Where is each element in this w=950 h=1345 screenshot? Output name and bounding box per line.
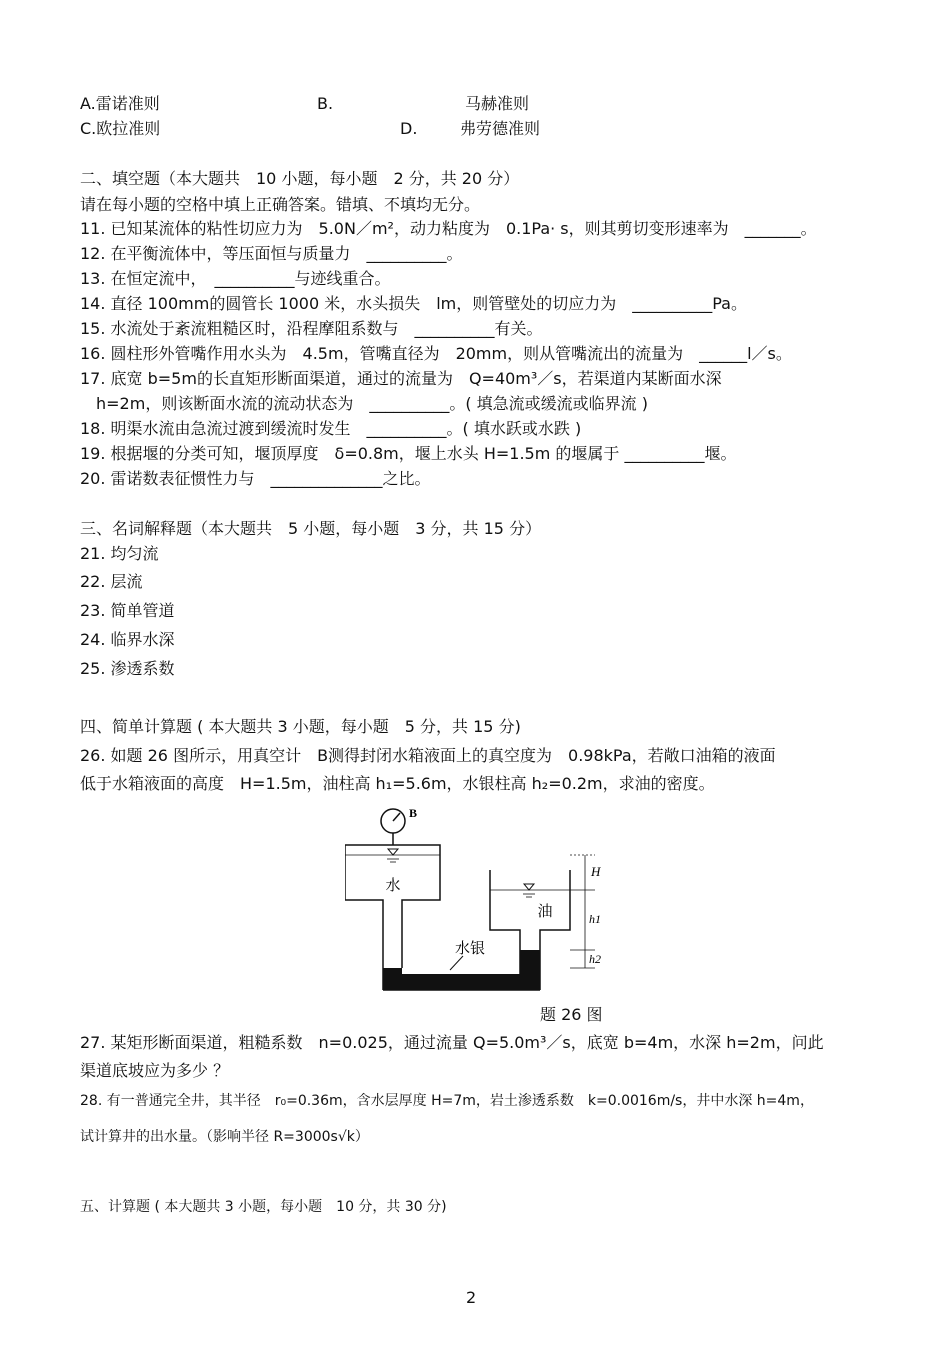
section3-header: 三、名词解释题（本大题共 5 小题，每小题 3 分，共 15 分） [80,519,542,538]
question-15: 15. 水流处于紊流粗糙区时，沿程摩阻系数与 __________有关。 [80,319,543,338]
dim-h1-label: h1 [589,912,601,926]
dim-h2-label: h2 [589,952,601,966]
figure-26-caption: 题 26 图 [540,1005,603,1024]
term-21: 21. 均匀流 [80,544,159,563]
question-20: 20. 雷诺数表征惯性力与 ______________之比。 [80,469,431,488]
question-17-line2: h=2m，则该断面水流的流动状态为 __________。( 填急流或缓流或临界流 ) [80,394,648,413]
option-c: C.欧拉准则 [80,119,161,138]
mercury-label: 水银 [455,939,486,957]
mercury-leader [450,956,463,970]
water-level-marker [388,849,398,855]
question-17-line1: 17. 底宽 b=5m的长直矩形断面渠道，通过的流量为 Q=40m³／s，若渠道内某断面水深 [80,369,722,388]
term-25: 25. 渗透系数 [80,659,175,678]
section2-header: 二、填空题（本大题共 10 小题，每小题 2 分，共 20 分） [80,169,520,188]
oil-tank-wall-left [490,870,520,974]
question-12: 12. 在平衡流体中，等压面恒与质量力 __________。 [80,244,463,263]
question-28-line2: 试计算井的出水量。（影响半径 R=3000s√k） [80,1129,369,1145]
figure-26-diagram [345,808,605,993]
mercury-gap [402,968,520,974]
question-11: 11. 已知某流体的粘性切应力为 5.0N／m²，动力粘度为 0.1Pa· s，则其剪切变形速率为 _______。 [80,219,817,238]
option-a: A.雷诺准则 [80,94,160,113]
oil-level-marker [524,884,534,890]
section5-header: 五、计算题 ( 本大题共 3 小题，每小题 10 分，共 30 分) [80,1199,447,1215]
mercury-column [520,950,540,990]
option-b-letter: B. [317,94,334,113]
water-tank-wall-right [345,845,440,968]
term-22: 22. 层流 [80,572,143,591]
question-13: 13. 在恒定流中， __________与迹线重合。 [80,269,391,288]
term-24: 24. 临界水深 [80,630,175,649]
term-23: 23. 简单管道 [80,601,175,620]
page-number: 2 [466,1288,477,1307]
section2-instructions: 请在每小题的空格中填上正确答案。错填、不填均无分。 [80,195,481,214]
question-26-line2: 低于水箱液面的高度 H=1.5m，油柱高 h₁=5.6m，水银柱高 h₂=0.2m，求油的密度。 [80,774,715,793]
option-b-text: 马赫准则 [465,94,530,113]
option-d-letter: D. [400,119,418,138]
question-18: 18. 明渠水流由急流过渡到缓流时发生 __________。( 填水跃或水跌 ) [80,419,582,438]
section4-header: 四、简单计算题 ( 本大题共 3 小题，每小题 5 分，共 15 分) [80,717,521,736]
question-19: 19. 根据堰的分类可知，堰顶厚度 δ=0.8m，堰上水头 H=1.5m 的堰属于 __________堰。 [80,444,737,463]
water-label: 水 [385,876,401,894]
question-14: 14. 直径 100mm的圆管长 1000 米，水头损失 lm，则管壁处的切应力为 __________Pa。 [80,294,747,313]
question-27-line2: 渠道底坡应为多少 ？ [80,1061,230,1080]
gauge-label: B [409,808,418,820]
oil-label: 油 [537,902,553,920]
water-tank-wall-left [345,845,383,990]
question-26-line1: 26. 如题 26 图所示，用真空计 B测得封闭水箱液面上的真空度为 0.98kPa，若敞口油箱的液面 [80,746,776,765]
question-28-line1: 28. 有一普通完全井，其半径 r₀=0.36m，含水层厚度 H=7m，岩土渗透系数 k=0.0016m/s，井中水深 h=4m， [80,1093,814,1109]
option-d-text: 弗劳德准则 [460,119,541,138]
question-16: 16. 圆柱形外管嘴作用水头为 4.5m，管嘴直径为 20mm，则从管嘴流出的流量为 ______l／s。 [80,344,792,363]
dim-h-label: H [591,864,601,879]
question-27-line1: 27. 某矩形断面渠道，粗糙系数 n=0.025，通过流量 Q=5.0m³／s，底宽 b=4m，水深 h=2m，问此 [80,1033,824,1052]
oil-tank-wall-right [540,870,570,990]
